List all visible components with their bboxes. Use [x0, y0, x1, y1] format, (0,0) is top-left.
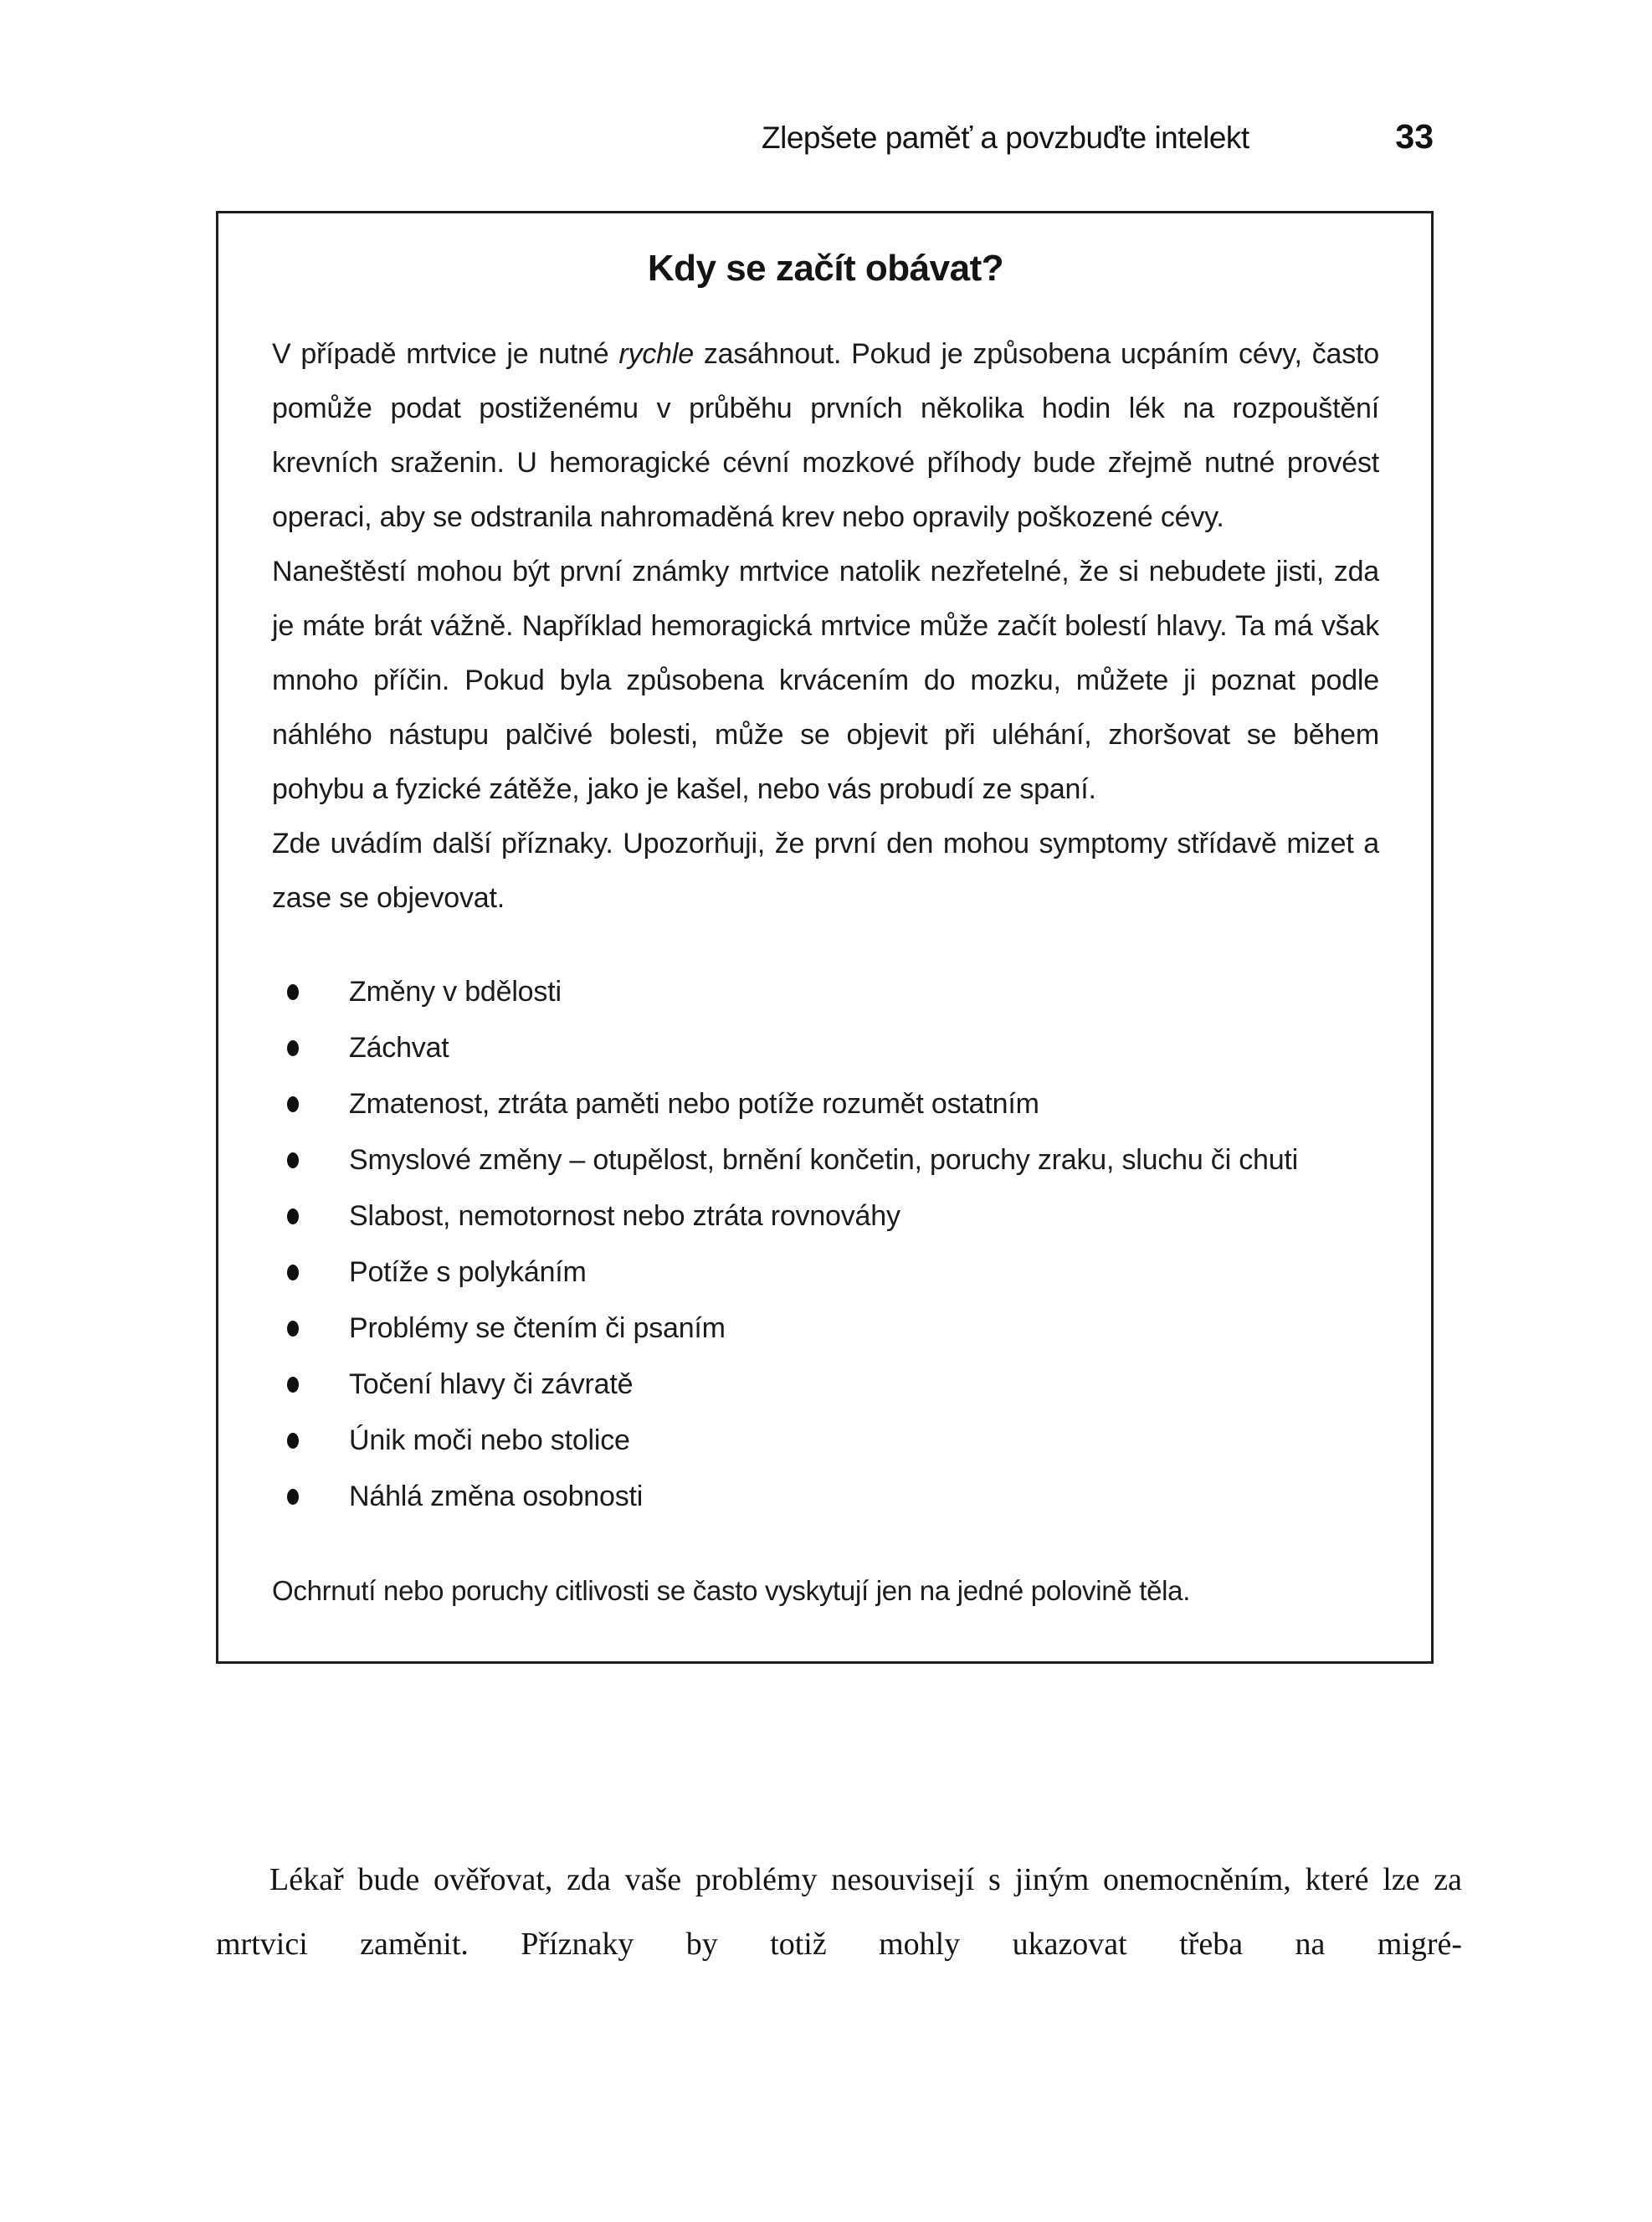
list-item-text: Potíže s polykáním — [349, 1256, 587, 1288]
list-item-text: Únik moči nebo stolice — [349, 1424, 630, 1456]
list-item — [272, 1244, 1379, 1301]
list-item — [272, 1188, 1379, 1244]
paragraph-text: zasáhnout. Pokud je způsobena ucpáním cévy, často pomůže podat postiženému v průběhu prvních několika hodin lék na rozpouštění krevních sraženin. U hemoragické cévní mozkové příhody bude zřejmě nutné provést operaci, aby se odstranila nahromaděná krev nebo opravily poškozené cévy. — [272, 338, 1379, 533]
running-head — [0, 115, 1434, 166]
bullet-icon — [287, 1040, 299, 1056]
bullet-icon — [287, 1265, 299, 1280]
callout-paragraph-3: Zde uvádím další příznaky. Upozorňuji, že první den mohou symptomy střídavě mizet a zase se objevovat. — [272, 828, 1379, 914]
bullet-icon — [287, 1209, 299, 1224]
emphasis-word: rychle — [618, 338, 694, 370]
list-item — [272, 1469, 1379, 1525]
list-item-text: Točení hlavy či závratě — [349, 1368, 634, 1400]
bullet-icon — [287, 1377, 299, 1393]
page-number: 33 — [1395, 117, 1434, 156]
bullet-icon — [287, 1489, 299, 1505]
body-paragraph: Lékař bude ověřovat, zda vaše problémy nesouvisejí s jiným onemocněním, které lze za mrtvici zaměnit. Příznaky by totiž mohly ukazovat třeba na migré- — [216, 1862, 1462, 1962]
closing-note: Ochrnutí nebo poruchy citlivosti se často vyskytují jen na jedné polovině těla. — [272, 1575, 1191, 1606]
callout-paragraph-1 — [272, 327, 1379, 545]
list-item — [272, 1076, 1379, 1132]
list-item-text: Změny v bdělosti — [349, 976, 562, 1008]
list-item — [272, 964, 1379, 1020]
running-head-title: Zlepšete paměť a povzbuďte intelekt — [762, 121, 1249, 155]
bullet-icon — [287, 1096, 299, 1112]
list-item-text: Slabost, nemotornost nebo ztráta rovnováhy — [349, 1200, 900, 1232]
callout-box — [216, 211, 1434, 1664]
list-item-text: Zmatenost, ztráta paměti nebo potíže rozumět ostatním — [349, 1088, 1039, 1120]
bullet-icon — [287, 1152, 299, 1168]
list-item-text: Problémy se čtením či psaním — [349, 1312, 726, 1344]
list-item-text: Smyslové změny – otupělost, brnění končetin, poruchy zraku, sluchu či chuti — [349, 1144, 1299, 1176]
list-item-text: Záchvat — [349, 1032, 449, 1064]
list-item — [272, 1413, 1379, 1469]
paragraph-text: V případě mrtvice je nutné — [272, 338, 619, 370]
callout-title: Kdy se začít obávat? — [647, 248, 1004, 289]
callout-paragraph-2: Naneštěstí mohou být první známky mrtvice natolik nezřetelné, že si nebudete jisti, zda je máte brát vážně. Například hemoragická mrtvice může začít bolestí hlavy. Ta má však mnoho příčin. Pokud byla způsobena krvácením do mozku, můžete ji poznat podle náhlého nástupu palčivé bolesti, může se objevit při uléhání, zhoršovat se během pohybu a fyzické zátěže, jako je kašel, nebo vás probudí ze spaní. — [272, 556, 1379, 805]
bullet-icon — [287, 1433, 299, 1449]
list-item — [272, 1132, 1379, 1188]
list-item-text: Náhlá změna osobnosti — [349, 1480, 644, 1512]
list-item — [272, 1301, 1379, 1357]
bullet-icon — [287, 984, 299, 1000]
bullet-icon — [287, 1321, 299, 1337]
symptom-list — [272, 964, 1379, 1525]
list-item — [272, 1357, 1379, 1413]
list-item — [272, 1020, 1379, 1076]
